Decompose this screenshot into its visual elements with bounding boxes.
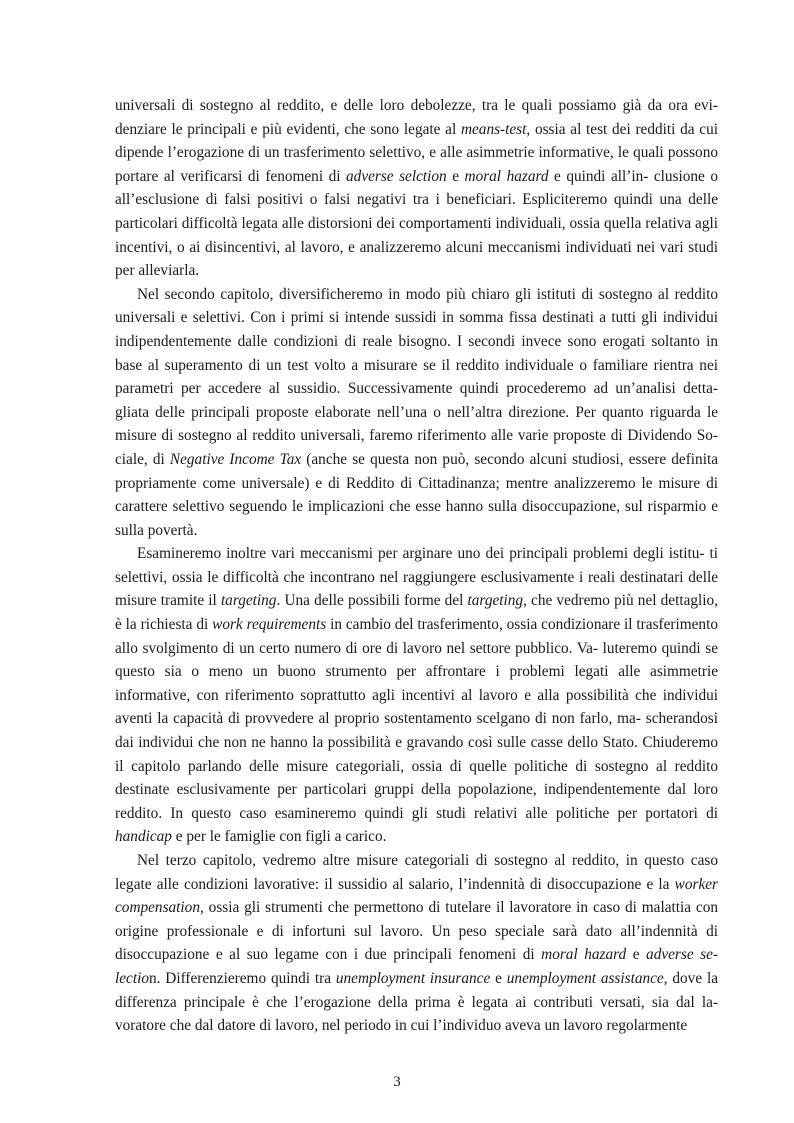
italic-term: moral hazard	[464, 167, 549, 185]
page-body	[115, 94, 718, 1038]
italic-term: work requirements	[212, 616, 327, 634]
italic-term: unemployment insurance	[335, 969, 491, 987]
italic-term: targeting	[220, 592, 277, 610]
text-run: , dove la differenza principale è che l’erogazione della prima è legata ai contributi versati, sia dal la- voratore che dal datore di lavoro, nel periodo in cui l’individuo aveva un lavoro regolarmente	[115, 969, 718, 1035]
italic-term: handicap	[115, 828, 172, 846]
text-run: e	[490, 969, 507, 987]
text-run: Esamineremo inoltre vari meccanismi per arginare uno dei principali problemi degli istitu- ti selettivi, ossia le difficoltà che incontrano nel raggiungere esclusivamente i reali destinatari delle misure tramite il	[115, 545, 718, 610]
italic-term: Negative Income Tax	[169, 450, 302, 468]
text-run: e	[626, 946, 647, 964]
italic-term: adverse se- lectio	[115, 946, 718, 987]
italic-term: unemployment assistance	[506, 969, 664, 987]
text-run: in cambio del trasferimento, ossia condizionare il trasferimento allo svolgimento di un certo numero di ore di lavoro nel settore pubblico. Va- luteremo quindi se questo sia o meno un buono strumento per affrontare i problemi legati alle asimmetrie informative, con riferimento soprattutto agli incentivi al lavoro e alla possibilità che individui aventi la capacità di provvedere al proprio sostentamento scelgano di non farlo, ma- scherandosi dai individui che non ne hanno la possibilità e gravando così sulle casse dello Stato. Chiuderemo il capitolo parlando delle misure categoriali, ossia di quelle politiche di sostegno al reddito destinate esclusivamente per particolari gruppi della popolazione, indipendentemente dal loro reddito. In questo caso esamineremo quindi gli studi relativi alle politiche per portatori di	[115, 616, 718, 822]
page-number: 3	[393, 1074, 401, 1090]
text-run: e per le famiglie con figli a carico.	[171, 828, 387, 846]
italic-term: worker compensation,	[115, 875, 718, 917]
text-run: . Una delle possibili forme del	[276, 592, 468, 610]
text-run: e quindi all’in- clusione o all’esclusione di falsi positivi o falsi negativi tra i beneficiari. Espliciteremo quindi una delle particolari difficoltà legata alle distorsioni dei comportamenti individuali, ossia quella relativa agli incentivi, o ai disincentivi, al lavoro, e analizzeremo alcuni meccanismi individuati nei vari studi per alleviarla.	[115, 167, 718, 280]
text-run: , ossia al test dei redditi da cui dipende l’erogazione di un trasferimento selettivo, e alle asimmetrie informative, le quali possono portare al verificarsi di fenomeni di	[115, 120, 718, 185]
italic-term: targeting	[467, 592, 524, 610]
text-run: e	[446, 167, 465, 185]
italic-term: adverse selction	[346, 167, 447, 185]
paragraph-3	[115, 542, 718, 849]
text-run: , che vedremo più nel dettaglio, è la richiesta di	[115, 592, 719, 634]
text-run: (anche se questa non può, secondo alcuni studiosi, essere definita propriamente come universale) e di Reddito di Cittadinanza; mentre analizzeremo le misure di carattere selettivo seguendo le implicazioni che esse hanno sulla disoccupazione, sul risparmio e sulla povertà.	[115, 450, 718, 539]
paragraph-1	[115, 94, 718, 283]
text-run: Nel terzo capitolo, vedremo altre misure categoriali di sostegno al reddito, in questo caso legate alle condizioni lavorative: il sussidio al salario, l’indennità di disoccupazione e la	[115, 852, 718, 893]
text-run: ossia gli strumenti che permettono di tutelare il lavoratore in caso di malattia con origine professionale e di infortuni sul lavoro. Un peso speciale sarà dato all’indennità di disoccupazione e al suo legame con i due principali fenomeni di	[115, 899, 718, 964]
italic-term: means-test	[460, 120, 527, 138]
italic-term: moral hazard	[541, 946, 627, 964]
paragraph-2	[115, 283, 718, 543]
text-run: Nel secondo capitolo, diversificheremo in modo più chiaro gli istituti di sostegno al reddito universali e selettivi. Con i primi si intende sussidi in somma fissa destinati a tutti gli individui indipendentemente dalle condizioni di reale bisogno. I secondi invece sono erogati soltanto in base al superamento di un test volto a misurare se il reddito individuale o familiare rientra nei parametri per accedere al sussidio. Successivamente quindi procederemo ad un’analisi detta- gliata delle principali proposte elaborate nell’una o nell’altra direzione. Per quanto riguarda le misure di sostegno al reddito universali, faremo riferimento alle varie proposte di Dividendo So- ciale, di	[115, 285, 718, 468]
text-run: universali di sostegno al reddito, e delle loro debolezze, tra le quali possiamo già da ora evi- denziare le principali e più evidenti, che sono legate al	[115, 97, 718, 138]
paragraph-4	[115, 849, 718, 1038]
text-run: n. Differenzieremo quindi tra	[148, 969, 336, 987]
